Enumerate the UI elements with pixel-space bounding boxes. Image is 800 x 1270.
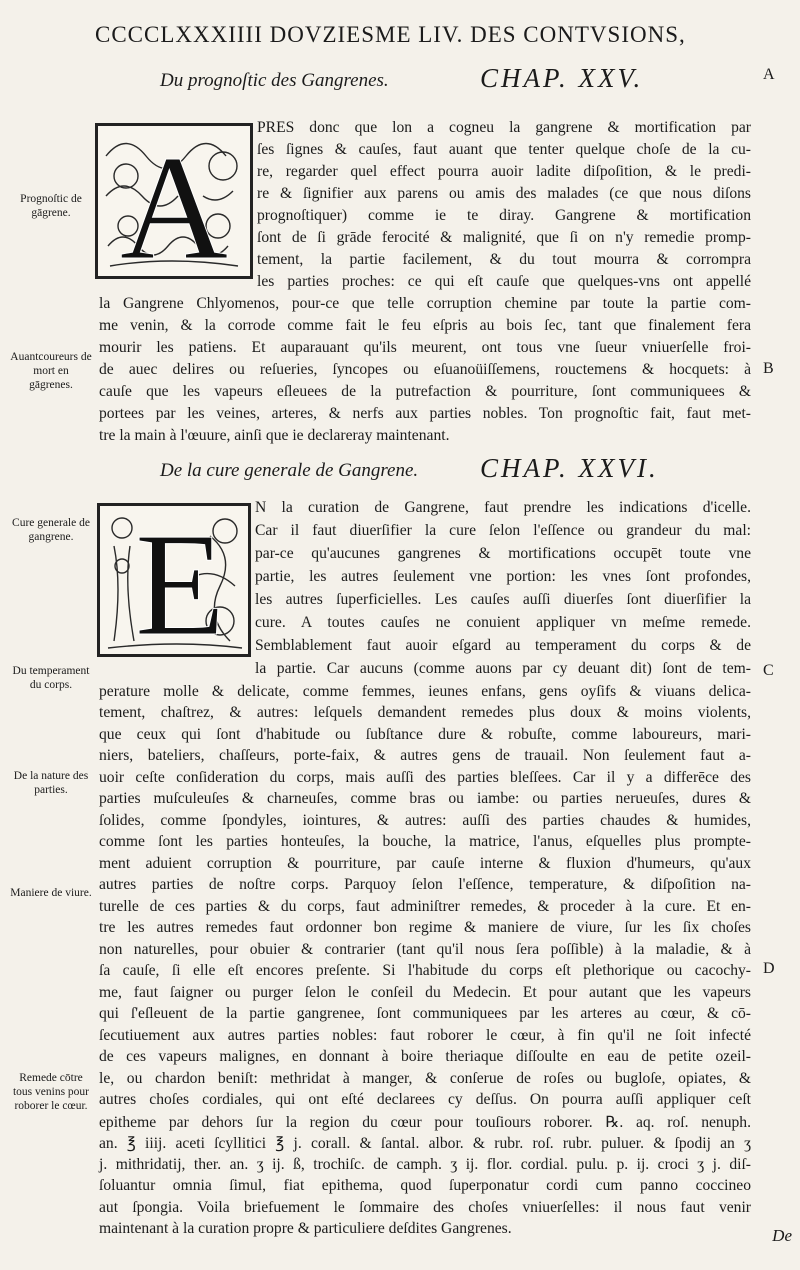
- text-line: PRES donc que lon a cogneu la gangrene & mortification par: [257, 119, 751, 136]
- chapter-25-title: Du prognoſtic des Gangrenes.: [160, 70, 389, 91]
- text-line: Car il faut diuerſifier la cure ſelon l'eſſence ou grandeur du mal:: [255, 522, 751, 539]
- text-line: ment aduient corruption & pourriture, par cauſe interne & fluxion d'humeurs, qu'aux: [99, 854, 751, 872]
- text-line: tre les autres remedes faut ordonner bon regime & maniere de viure, ſur les ſix choſes: [99, 919, 751, 937]
- text-line: parties muſculeuſes & charneuſes, comme bras ou iambe: ou parties nerueuſes, dures &: [99, 790, 751, 808]
- text-line: re & ſignifier aux parens ou amis des malades (ce que nous diſons: [257, 185, 751, 202]
- initial-a-ornament: [98, 126, 250, 276]
- chapter-26-title: De la cure generale de Gangrene.: [160, 460, 419, 481]
- text-line: autres choſes cordiales, qui ont eſté declarees cy deſſus. On pourra auſſi appliquer ceſt: [99, 1091, 751, 1109]
- text-line: de ces vapeurs malignes, en donnant à boire theriaque diſſoulte en eau de petite ozeil-: [99, 1048, 751, 1066]
- initial-e-letter: E: [134, 506, 226, 654]
- chapter-26-number: CHAP. XXVI.: [480, 453, 659, 483]
- side-note-temperament: Du temperament du corps.: [12, 665, 90, 691]
- initial-e-ornament: [100, 506, 248, 654]
- text-line: re, regarder quel effect pourra auoir ladite diſpoſition, & le predi-: [257, 163, 751, 180]
- margin-letter-d: D: [763, 960, 775, 977]
- text-line: prognoſtiquer) comme ie te diray. Gangrene & mortification: [257, 207, 751, 224]
- text-line: non naturelles, pour obuier & contrarier (tant qu'il nous ſera poſſible) à la maladie, & à: [99, 940, 751, 958]
- text-line: perature molle & delicate, comme femmes, ieunes enfans, gens oyſifs & viuans delica-: [99, 683, 751, 700]
- text-line: la Gangrene Chlyomenos, pour-ce que telle corruption chemine par toute la partie com-: [99, 295, 751, 312]
- text-line: par-ce qu'aucunes gangrenes & mortifications occupēt toute vne: [255, 545, 751, 562]
- text-line: le, ou chardon beniſt: methridat à manger, & conſerue de roſes ou bugloſe, opiates, &: [99, 1069, 751, 1087]
- text-line: an. ℥ iiij. aceti ſcyllitici ℥ j. corall. & ſantal. albor. & rubr. roſ. rubr. puluer. & ſpodij an ʒ: [99, 1135, 751, 1153]
- text-line: uoir ceſte conſideration du corps, mais auſſi des parties bleſſees. Car il y a differēce des: [99, 768, 751, 786]
- text-line: de auec delires ou reſueries, ſyncopes ou eſuanoüiſſemens, rouctemens & hocquets: à: [99, 361, 751, 378]
- text-line: autres parties de noſtre corps. Parquoy ſelon l'eſſence, temperature, & diſpoſition na-: [99, 876, 751, 894]
- chapter-25-number: CHAP. XXV.: [480, 63, 644, 93]
- text-line: ſont de ſi grāde ferocité & malignité, que ſi on n'y remedie promp-: [257, 229, 751, 246]
- side-note-manner-of-living: Maniere de viure.: [10, 887, 92, 899]
- text-line: me venin, & la corrode comme fait le feu eſpris au bois ſec, tant que finalement fera: [99, 317, 751, 334]
- text-line: j. mithridatij, ther. an. ʒ ij. ß, trochiſc. de camph. ʒ ij. flor. cordial. pulu. p. ij. croci ʒ j. diſ-: [99, 1155, 751, 1173]
- decorated-initial-a: [95, 123, 253, 279]
- catchword: De: [772, 1226, 792, 1245]
- text-line: niers, bateliers, chaſſeurs, porte-faix, & autres gens de trauail. Non ſeulement faut a-: [99, 747, 751, 765]
- text-line: me, faut ſaigner ou purger ſelon le conſeil du Medecin. Et pour autant que les vapeurs: [99, 983, 751, 1001]
- text-line: N la curation de Gangrene, faut prendre les indications d'icelle.: [255, 499, 751, 516]
- margin-letter-c: C: [763, 662, 774, 679]
- chapter-25-heading: [160, 62, 720, 96]
- side-note-precursors: Auantcoureurs de mort en gāgrenes.: [10, 351, 92, 391]
- text-line: ſoluantur omnia ſimul, fiat epithema, quod ſuperponatur cordi cum panno coccineo: [99, 1177, 751, 1195]
- text-line: ſa cauſe, ſi elle eſt encores preſente. Si l'habitude du corps eſt plethorique ou cacochy-: [99, 962, 751, 980]
- text-line: ſes ſignes & cauſes, faut auant que tenter quelque choſe de la cu-: [257, 141, 751, 158]
- side-note-nature-of-parts: De la nature des parties.: [13, 770, 89, 796]
- side-note-prognostic: Prognoſtic de gāgrene.: [20, 193, 82, 219]
- running-head: CCCCLXXXIIII DOVZIESME LIV. DES CONTVSIONS,: [95, 22, 686, 47]
- text-line: ſecutiuement aux autres parties nobles: faut roborer le cœur, à fin qu'il ne ſoit infecté: [99, 1026, 751, 1044]
- text-line: comme ſont les parties honteuſes, la bouche, la matrice, l'anus, eſquelles plus prompte-: [99, 833, 751, 851]
- text-line: la partie. Car aucuns (comme auons par cy deuant dit) ſont de tem-: [255, 660, 751, 677]
- text-line: portees par les veines, arteres, & nerfs aux parties nobles. Ton prognoſtic fait, faut met-: [99, 405, 751, 422]
- text-line: epitheme par dehors ſur la region du cœur pour touſiours roborer. ℞. aq. roſ. nenuph.: [99, 1113, 751, 1131]
- decorated-initial-e: [97, 503, 251, 657]
- text-line: tre la main à l'œuure, ainſi que ie declareray maintenant.: [99, 427, 450, 444]
- text-line: aut ſpongia. Voila briefuement le ſommaire des choſes vniuerſelles: il nous faut venir: [99, 1198, 751, 1216]
- text-line: cauſe que les vapeurs eſleuees de la putrefaction & pourriture, ſont communiquees &: [99, 383, 751, 400]
- text-line: les parties proches: ce qui eſt cauſe que quelques-vns ont appellé: [257, 273, 751, 290]
- text-line: qui ſ'eſleuent de la partie gangrenee, ſont communiquees par les arteres au cœur, & cō-: [99, 1005, 751, 1023]
- margin-letter-b: B: [763, 360, 774, 377]
- text-line: tement, chaſtrez, & autres: leſquels demandent remedes plus doux & moins violents,: [99, 704, 751, 722]
- chapter-26-heading: [160, 452, 720, 486]
- text-line: tement, la partie facilement, & du tout mourra & corrompra: [257, 251, 751, 268]
- side-note-remedy: Remede cōtre tous venins pour roborer le cœur.: [12, 1072, 90, 1112]
- text-line: mourir les patiens. Et auparauant qu'ils meurent, ont tous vne ſueur vniuerſelle froi-: [99, 339, 751, 356]
- initial-a-letter: A: [119, 126, 229, 276]
- text-line: partie, les autres ſeulement vne portion: les vnes ſont profondes,: [255, 568, 751, 585]
- text-line: que ceux qui ſont d'habitude ou ſubſtance dure & robuſte, comme laboureurs, mari-: [99, 725, 751, 743]
- side-note-general-cure: Cure generale de gangrene.: [12, 517, 90, 543]
- margin-letter-a: A: [763, 66, 775, 83]
- text-line: cure. A toutes cauſes ne conuient appliquer vn meſme remede.: [255, 614, 751, 631]
- text-line: maintenant à la curation propre & particuliere deſdites Gangrenes.: [99, 1220, 512, 1237]
- text-line: Semblablement faut auoir eſgard au temperament du corps & de: [255, 637, 751, 654]
- text-line: ſolides, comme ſpondyles, iointures, & autres: auſſi des parties chaudes & humides,: [99, 811, 751, 829]
- text-line: les autres ſuperficielles. Les cauſes auſſi diuerſes ſont diuerſifier la: [255, 591, 751, 608]
- text-line: turelle de ces parties & du corps, faut adminiſtrer remedes, & proceder à la cure. Et en-: [99, 897, 751, 915]
